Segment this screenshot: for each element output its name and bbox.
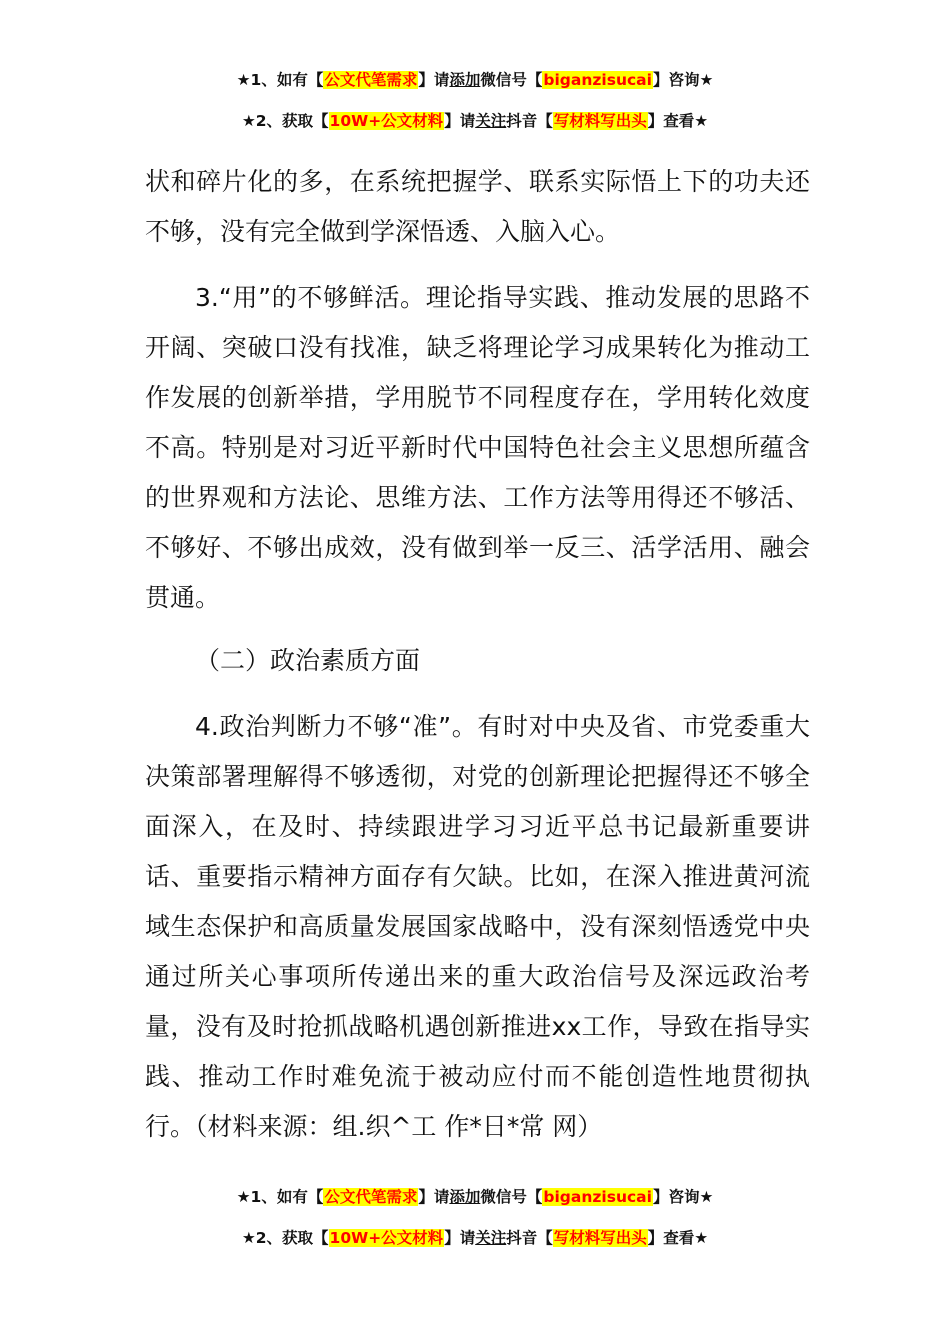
promo-highlight: 10W+公文材料 — [329, 1229, 444, 1247]
promo-highlight: 公文代笔需求 — [324, 71, 418, 89]
continuation-paragraph: 状和碎片化的多，在系统把握学、联系实际悟上下的功夫还不够，没有完全做到学深悟透、入脑入心。 — [145, 167, 810, 246]
promo-text: ★2、获取【 — [241, 112, 329, 130]
promo-text: ★1、如有【 — [236, 1188, 324, 1206]
promo-highlight: biganzisucai — [543, 71, 652, 89]
promo-underlined-text: 关注 — [475, 112, 507, 130]
promo-underlined-text: 关注 — [475, 1229, 507, 1247]
section-heading: （二）政治素质方面 — [195, 646, 421, 675]
promo-text: ★1、如有【 — [236, 71, 324, 89]
promo-text: 】咨询★ — [652, 1188, 714, 1206]
promo-highlight: 写材料写出头 — [553, 112, 647, 130]
footer-promo-line-1 — [0, 1186, 950, 1208]
promo-highlight: 公文代笔需求 — [324, 1188, 418, 1206]
promo-highlight: 写材料写出头 — [553, 1229, 647, 1247]
promo-text: 】咨询★ — [652, 71, 714, 89]
promo-highlight: 10W+公文材料 — [329, 112, 444, 130]
promo-text: ★2、获取【 — [241, 1229, 329, 1247]
promo-text: 微信号【 — [480, 71, 543, 89]
promo-text: 】请 — [418, 71, 450, 89]
header-promo-line-1 — [0, 69, 950, 91]
promo-text: 抖音【 — [506, 112, 553, 130]
header-promo-line-2 — [0, 110, 950, 132]
point-3-paragraph: 3.“用”的不够鲜活。理论指导实践、推动发展的思路不开阔、突破口没有找准，缺乏将理论学习成果转化为推动工作发展的创新举措，学用脱节不同程度存在，学用转化效度不高。特别是对习近平新时代中国特色社会主义思想所蕴含的世界观和方法论、思维方法、工作方法等用得还不够活、不够好、不够出成效，没有做到举一反三、活学活用、融会贯通。 — [145, 283, 810, 612]
footer-promo-line-2 — [0, 1227, 950, 1249]
promo-text: 抖音【 — [506, 1229, 553, 1247]
promo-text: 微信号【 — [480, 1188, 543, 1206]
promo-text: 】查看★ — [647, 1229, 709, 1247]
point-4-paragraph: 4.政治判断力不够“准”。有时对中央及省、市党委重大决策部署理解得不够透彻，对党的创新理论把握得还不够全面深入，在及时、持续跟进学习习近平总书记最新重要讲话、重要指示精神方面存有欠缺。比如，在深入推进黄河流域生态保护和高质量发展国家战略中，没有深刻悟透党中央通过所关心事项所传递出来的重大政治信号及深远政治考量，没有及时抢抓战略机遇创新推进xx工作，导致在指导实践、推动工作时难免流于被动应付而不能创造性地贯彻执行。（材料来源：组.织^工 作*日*常 网） — [145, 712, 810, 1141]
promo-text: 】请 — [444, 112, 476, 130]
promo-text: 】查看★ — [647, 112, 709, 130]
promo-underlined-text: 添加 — [449, 1188, 481, 1206]
promo-text: 】请 — [418, 1188, 450, 1206]
promo-highlight: biganzisucai — [543, 1188, 652, 1206]
promo-underlined-text: 添加 — [449, 71, 481, 89]
promo-text: 】请 — [444, 1229, 476, 1247]
